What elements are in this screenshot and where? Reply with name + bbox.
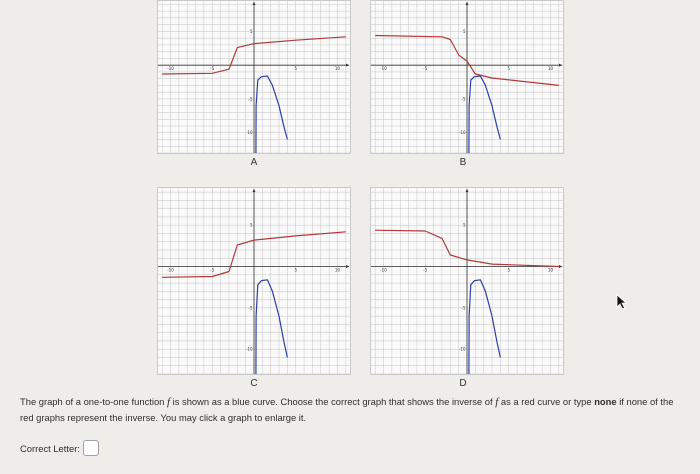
answer-row — [20, 440, 99, 456]
graph-label-c: C — [250, 378, 258, 389]
y-axis-arrow-icon — [253, 189, 256, 192]
x-axis-arrow-icon — [346, 265, 349, 268]
y-axis-arrow-icon — [253, 2, 256, 5]
y-tick-label: 5 — [462, 222, 466, 228]
cursor-arrow-icon — [616, 294, 628, 310]
x-tick-label: 10 — [547, 267, 554, 273]
x-tick-label: 10 — [547, 66, 554, 72]
y-tick-label: -10 — [245, 130, 253, 136]
question-text-part1: The graph of a one-to-one function — [20, 396, 167, 407]
y-tick-label: -10 — [245, 346, 253, 352]
graph-option-d[interactable] — [370, 187, 564, 375]
x-tick-label: 5 — [507, 267, 511, 273]
graph-option-b[interactable] — [370, 0, 564, 154]
x-tick-label: -10 — [167, 66, 174, 72]
y-tick-label: 5 — [249, 222, 253, 228]
x-tick-label: -10 — [167, 267, 174, 273]
y-tick-label: -10 — [458, 346, 466, 352]
question-text — [20, 394, 685, 425]
question-text-part4: if none of the red graphs represent the inverse. You may click a graph to enlarge it. — [20, 396, 674, 423]
graph-label-a: A — [250, 157, 258, 168]
x-tick-label: 10 — [334, 66, 341, 72]
answer-label: Correct Letter: — [20, 442, 80, 454]
x-tick-label: 10 — [334, 267, 341, 273]
x-tick-label: -5 — [210, 66, 215, 72]
x-tick-label: -5 — [423, 267, 428, 273]
y-tick-label: -5 — [461, 96, 466, 102]
none-keyword: none — [594, 396, 617, 407]
x-tick-label: 5 — [294, 267, 298, 273]
y-tick-label: -10 — [458, 130, 466, 136]
y-axis-arrow-icon — [466, 2, 469, 5]
x-axis-arrow-icon — [346, 64, 349, 67]
x-tick-label: -5 — [210, 267, 215, 273]
y-tick-label: -5 — [248, 305, 253, 311]
blue-curve — [256, 280, 288, 374]
y-tick-label: 5 — [249, 28, 253, 34]
x-tick-label: -10 — [380, 66, 387, 72]
x-axis-arrow-icon — [559, 64, 562, 67]
question-text-part2: is shown as a blue curve. Choose the correct graph that shows the inverse of — [170, 396, 496, 407]
y-axis-arrow-icon — [466, 189, 469, 192]
function-symbol: f — [495, 396, 499, 408]
graph-label-b: B — [459, 157, 467, 168]
blue-curve — [469, 280, 501, 374]
question-text-part3: as a red curve or type — [498, 396, 595, 407]
graph-label-d: D — [459, 378, 467, 389]
blue-curve — [469, 76, 501, 153]
graph-option-a[interactable] — [157, 0, 351, 154]
x-tick-label: -10 — [380, 267, 387, 273]
x-tick-label: 5 — [507, 66, 511, 72]
y-tick-label: -5 — [461, 305, 466, 311]
x-tick-label: -5 — [423, 66, 428, 72]
x-tick-label: 5 — [294, 66, 298, 72]
function-symbol: f — [166, 396, 171, 408]
x-axis-arrow-icon — [559, 265, 562, 268]
y-tick-label: 5 — [462, 28, 466, 34]
correct-letter-input[interactable] — [83, 440, 99, 456]
y-tick-label: -5 — [248, 96, 253, 102]
blue-curve — [256, 76, 288, 153]
graph-option-c[interactable] — [157, 187, 351, 375]
